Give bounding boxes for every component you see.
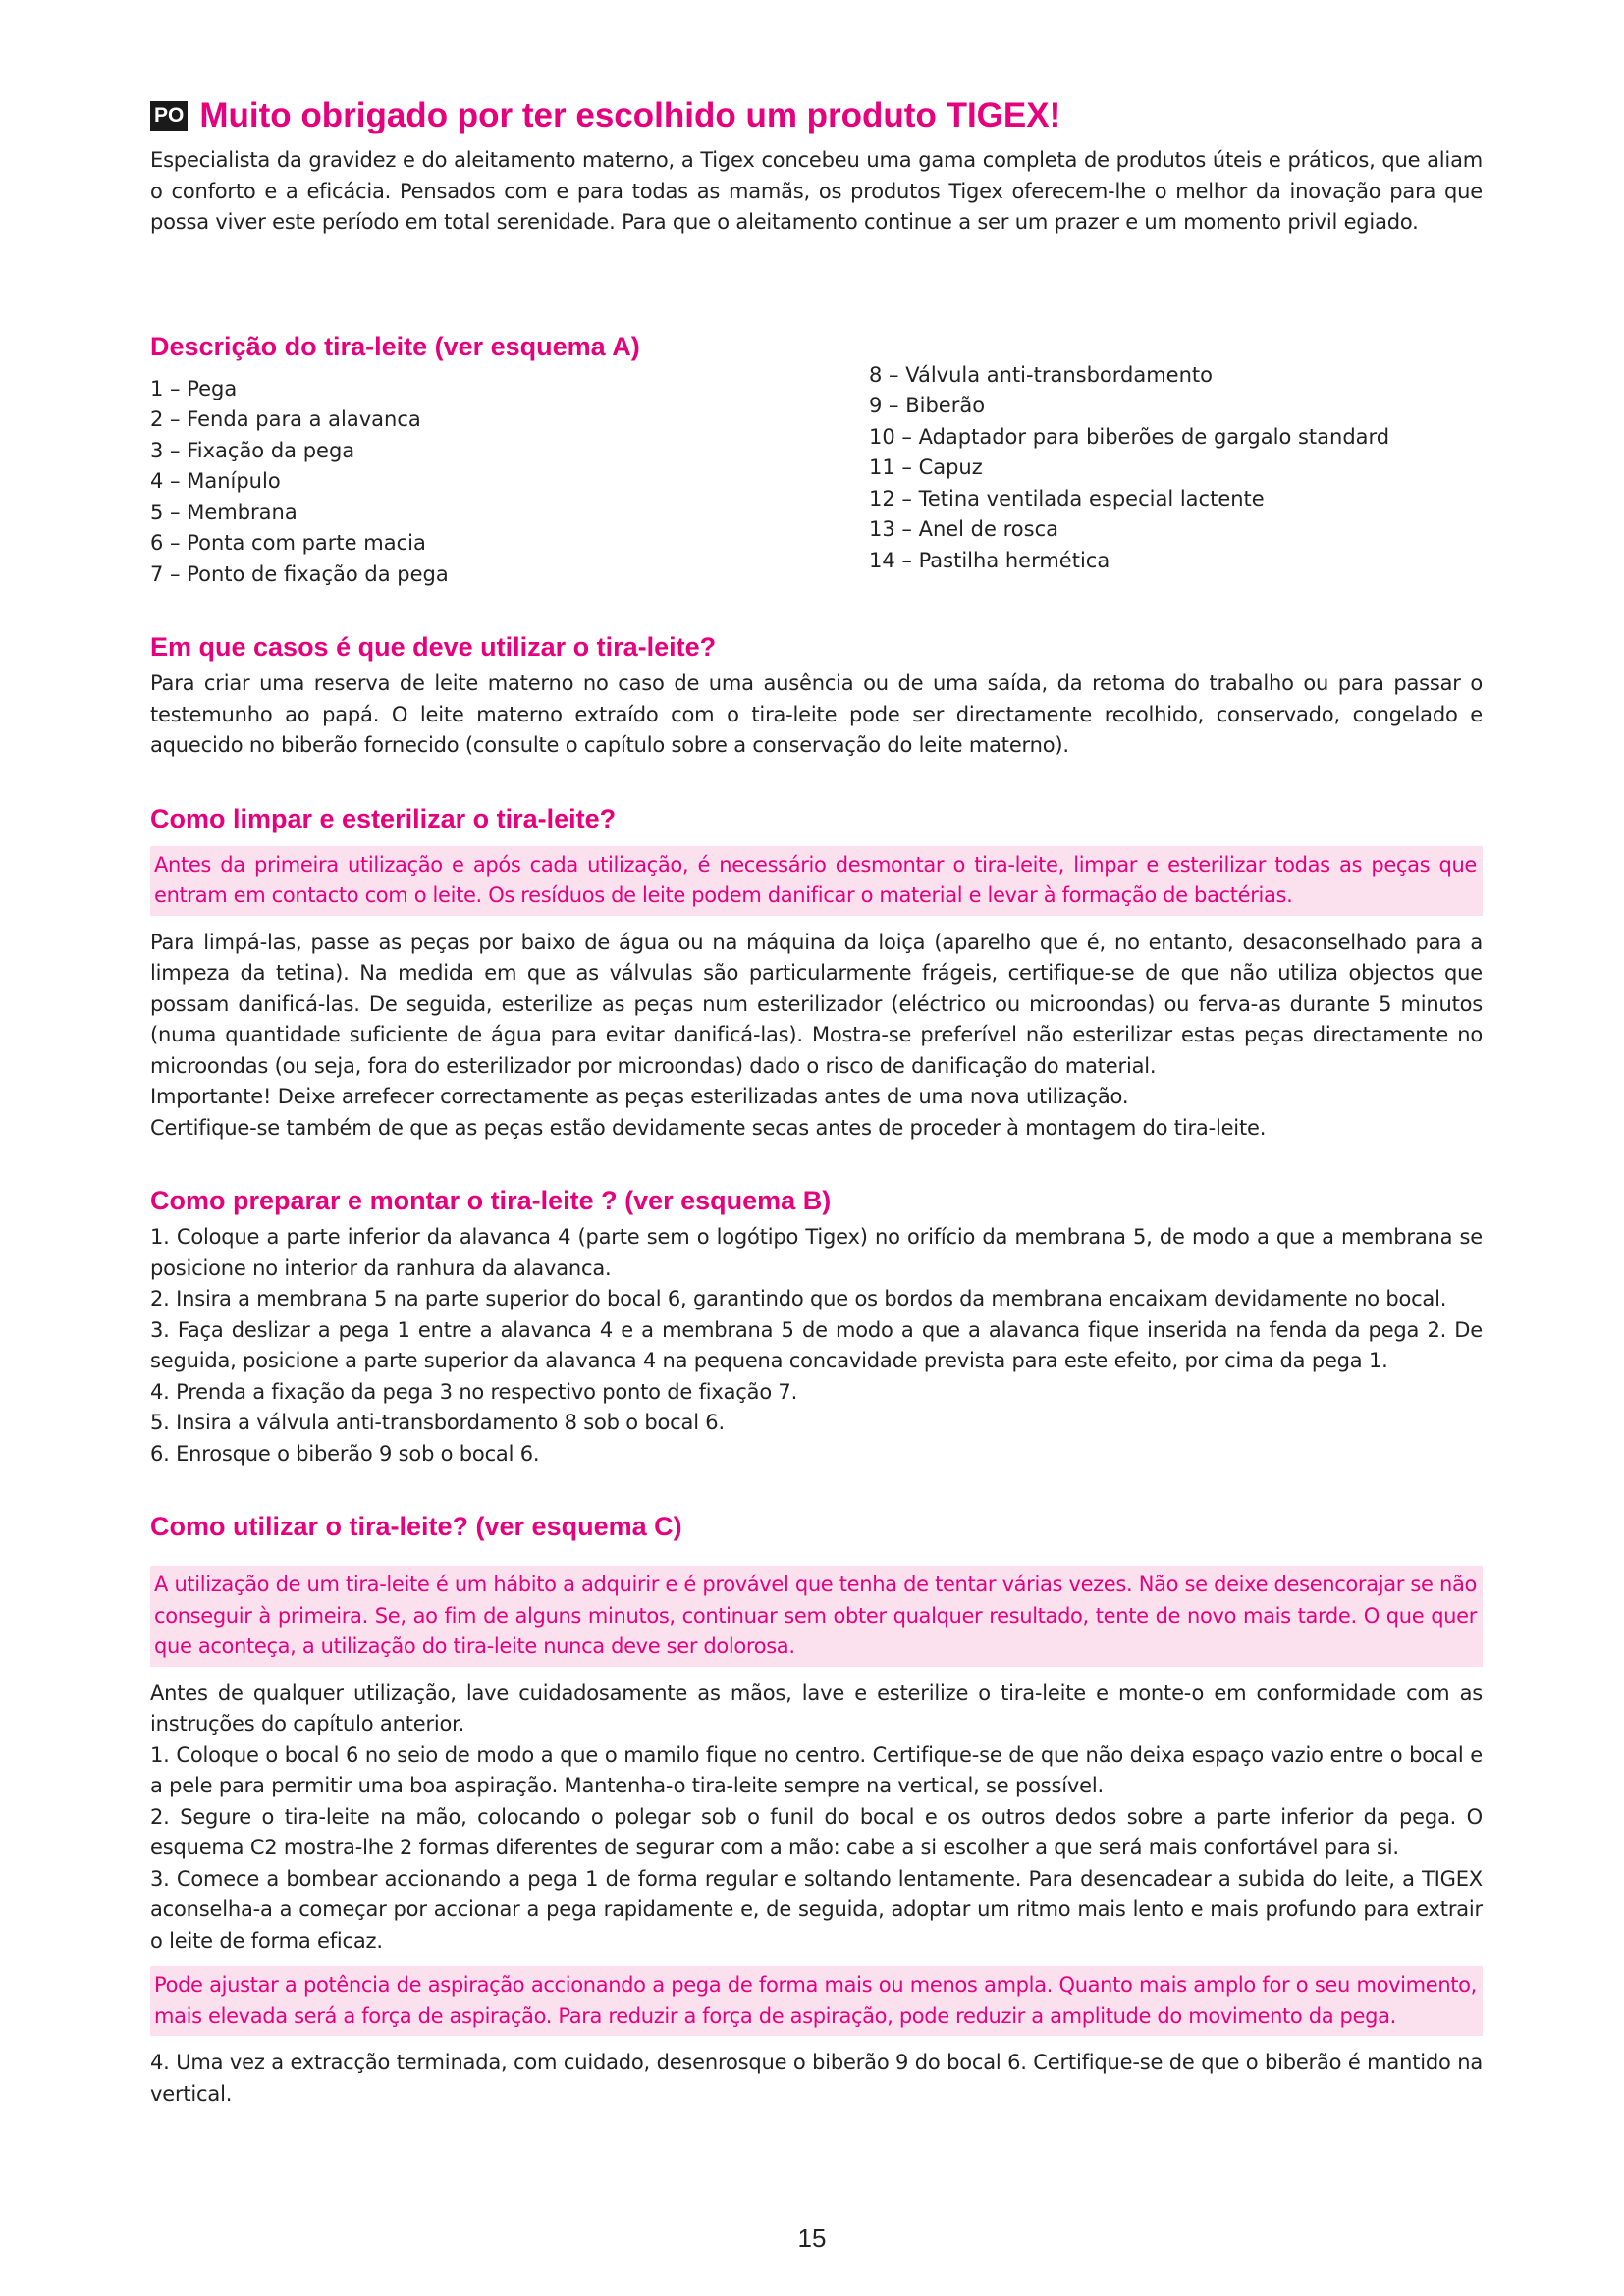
section-heading-clean: Como limpar e esterilizar o tira-leite? [150, 803, 617, 833]
use-highlight-box-1 [150, 1566, 1483, 1667]
when-paragraph: Para criar uma reserva de leite materno no caso de uma ausência ou de uma saída, da retoma do trabalho ou para passar o testemunho ao papá. O leite materno extraído com o tira-leite pode ser directamente recolhido, conservado, congelado e aquecido no biberão fornecido (consulte o capítulo sobre a conservação do leite materno). [150, 671, 1483, 757]
part-item: 11 – Capuz [869, 455, 983, 479]
part-item: 13 – Anel de rosca [869, 517, 1058, 541]
use-highlight-text-1: A utilização de um tira-leite é um hábito a adquirir e é provável que tenha de tentar várias vezes. Não se deixe desencorajar se não conseguir à primeira. Se, ao fim de alguns minutos, continuar sem obter qualquer resultado, tente de novo mais tarde. O que quer que aconteça, a utilização do tira-leite nunca deve ser dolorosa. [154, 1573, 1477, 1658]
part-item: 12 – Tetina ventilada especial lactente [869, 486, 1265, 510]
section-clean [150, 801, 1483, 1145]
clean-paragraph: Para limpá-las, passe as peças por baixo de água ou na máquina da loiça (aparelho que é, no entanto, desaconselhado para a limpeza da tetina). Na medida em que as válvulas são particularmente frágeis, certifique-se de que não utiliza objectos que possam danificá-las. De seguida, esterilize as peças num esterilizador (eléctrico ou microondas) ou ferva-as durante 5 minutos (numa quantidade suficiente de água para evitar danificá-las). Mostra-se preferível não esterilizar estas peças directamente no microondas (ou seja, fora do esterilizador por microondas) dado o risco de danificação do material. [150, 930, 1483, 1078]
use-step: 2. Segure o tira-leite na mão, colocando o polegar sob o funil do bocal e os outros dedos sobre a parte inferior da pega. O esquema C2 mostra-lhe 2 formas diferentes de segurar com a mão: cabe a si escolher a que será mais confortável para si. [150, 1804, 1483, 1859]
clean-highlight-text: Antes da primeira utilização e após cada utilização, é necessário desmontar o tira-leite, limpar e esterilizar todas as peças que entram em contacto com o leite. Os resíduos de leite podem danificar o material e levar à formação de bactérias. [154, 852, 1477, 907]
part-item: 1 – Pega [150, 376, 238, 400]
use-step: 3. Comece a bombear accionando a pega 1 de forma regular e soltando lentamente. Para desencadear a subida do leite, a TIGEX aconselha-a a começar por accionar a pega rapidamente e, de seguida, adoptar um ritmo mais lento e mais profundo para extrair o leite de forma eficaz. [150, 1866, 1483, 1952]
part-item: 9 – Biberão [869, 394, 986, 417]
section-heading-description: Descrição do tira-leite (ver esquema A) [150, 331, 640, 361]
part-item: 4 – Manípulo [150, 469, 281, 493]
page-content [150, 94, 1483, 2109]
page-title: Muito obrigado por ter escolhido um produto TIGEX! [199, 96, 1061, 134]
section-assemble [150, 1183, 1483, 1469]
clean-highlight-box [150, 846, 1483, 916]
section-description [150, 329, 1483, 591]
clean-dry-note: Certifique-se também de que as peças estão devidamente secas antes de proceder à montagem do tira-leite. [150, 1115, 1267, 1140]
part-item: 8 – Válvula anti-transbordamento [869, 362, 1213, 387]
part-item: 5 – Membrana [150, 500, 298, 524]
part-item: 3 – Fixação da pega [150, 438, 355, 462]
part-item: 6 – Ponta com parte macia [150, 531, 426, 555]
section-heading-when: Em que casos é que deve utilizar o tira-leite? [150, 632, 717, 662]
page-number: 15 [797, 2223, 827, 2253]
use-before-paragraph: Antes de qualquer utilização, lave cuidadosamente as mãos, lave e esterilize o tira-leite e monte-o em conformidade com as instruções do capítulo anterior. [150, 1681, 1483, 1735]
part-item: 10 – Adaptador para biberões de gargalo standard [869, 424, 1390, 449]
use-step: 4. Uma vez a extracção terminada, com cuidado, desenrosque o biberão 9 do bocal 6. Certifique-se de que o biberão é mantido na vertical. [150, 2051, 1483, 2106]
part-item: 2 – Fenda para a alavanca [150, 407, 421, 431]
assemble-step: 2. Insira a membrana 5 na parte superior do bocal 6, garantindo que os bordos da membrana encaixam devidamente no bocal. [150, 1287, 1447, 1310]
intro-paragraph: Especialista da gravidez e do aleitamento materno, a Tigex concebeu uma gama completa de produtos úteis e práticos, que aliam o conforto e a eficácia. Pensados com e para todas as mamãs, os produtos Tigex oferecem-lhe o melhor da inovação para que possa viver este período em total serenidade. Para que o aleitamento continue a ser um prazer e um momento privil egiado. [150, 148, 1483, 234]
parts-list [150, 362, 1483, 591]
parts-column-right [869, 360, 1483, 591]
language-badge: PO [150, 101, 188, 131]
part-item: 14 – Pastilha hermética [869, 548, 1110, 572]
assemble-step: 1. Coloque a parte inferior da alavanca 4 (parte sem o logótipo Tigex) no orifício da membrana 5, de modo a que a membrana se posicione no interior da ranhura da alavanca. [150, 1225, 1483, 1280]
assemble-step: 3. Faça deslizar a pega 1 entre a alavanca 4 e a membrana 5 de modo a que a alavanca fique inserida na fenda da pega 2. De seguida, posicione a parte superior da alavanca 4 na pequena concavidade prevista para este efeito, por cima da pega 1. [150, 1317, 1483, 1372]
section-when [150, 629, 1483, 762]
clean-important-note: Importante! Deixe arrefecer correctamente as peças esterilizadas antes de uma nova utilização. [150, 1085, 1129, 1108]
part-item: 7 – Ponto de fixação da pega [150, 561, 449, 586]
section-heading-use: Como utilizar o tira-leite? (ver esquema C) [150, 1512, 682, 1541]
use-step: 1. Coloque o bocal 6 no seio de modo a que o mamilo fique no centro. Certifique-se de que não deixa espaço vazio entre o bocal e a pele para permitir uma boa aspiração. Mantenha-o tira-leite sempre na vertical, se possível. [150, 1742, 1483, 1797]
assemble-step: 5. Insira a válvula anti-transbordamento 8 sob o bocal 6. [150, 1411, 725, 1434]
assemble-step: 6. Enrosque o biberão 9 sob o bocal 6. [150, 1441, 540, 1466]
parts-column-left [150, 374, 869, 591]
section-use [150, 1509, 1483, 2109]
assemble-step: 4. Prenda a fixação da pega 3 no respectivo ponto de fixação 7. [150, 1379, 798, 1404]
use-highlight-text-2: Pode ajustar a potência de aspiração accionando a pega de forma mais ou menos ampla. Quanto mais amplo for o seu movimento, mais elevada será a força de aspiração. Para reduzir a força de aspiração, pode reduzir a amplitude do movimento da pega. [154, 1973, 1477, 2028]
section-heading-assemble: Como preparar e montar o tira-leite ? (ver esquema B) [150, 1186, 832, 1215]
use-highlight-box-2 [150, 1966, 1483, 2036]
title-row [150, 94, 1483, 137]
